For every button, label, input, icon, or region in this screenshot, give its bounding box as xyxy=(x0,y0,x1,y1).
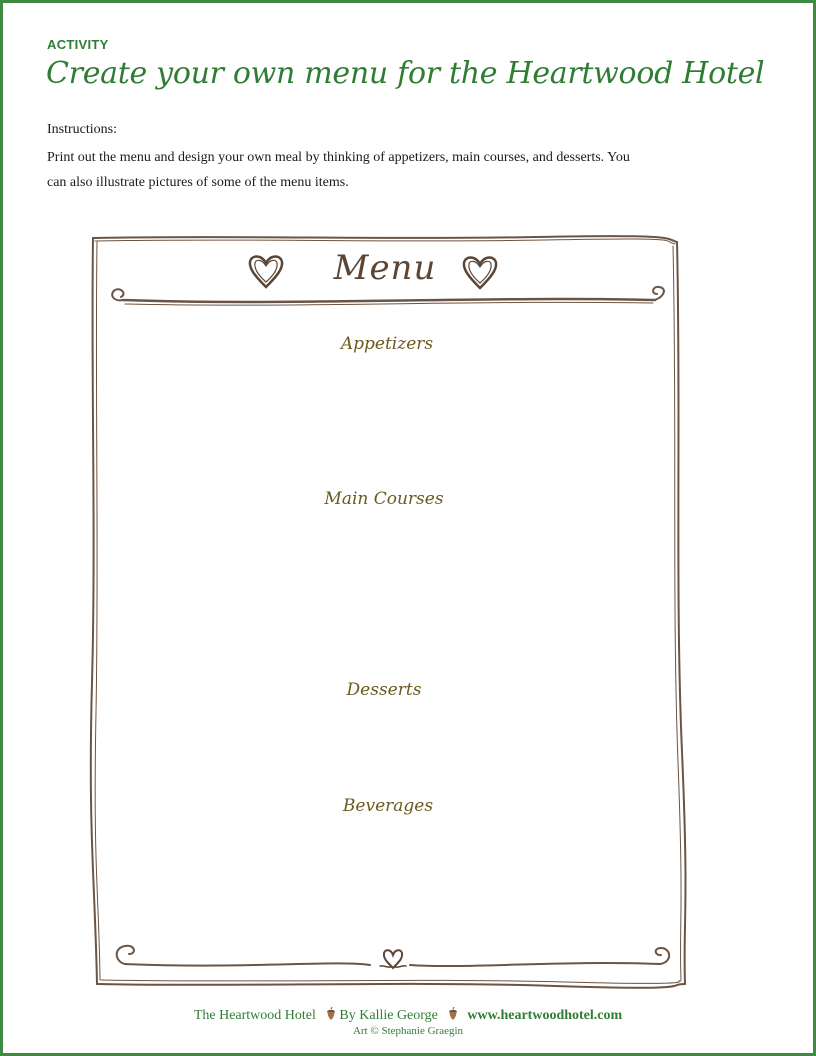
page-title: Create your own menu for the Heartwood Hotel xyxy=(46,56,765,91)
heart-icon xyxy=(246,251,286,291)
footer-book-title: The Heartwood Hotel xyxy=(193,1008,316,1023)
footer-art-credit: Art © Stephanie Graegin xyxy=(352,1025,464,1037)
menu-title: Menu xyxy=(333,248,437,288)
footer-author: By Kallie George xyxy=(339,1008,438,1023)
activity-label: ACTIVITY xyxy=(47,37,109,52)
acorn-icon xyxy=(447,1007,459,1021)
instructions-text: Print out the menu and design your own meal by thinking of appetizers, main courses, and desserts. You can also illustrate pictures of some of the menu items. xyxy=(47,150,630,190)
footer-line xyxy=(0,1007,816,1024)
instructions-heading: Instructions: xyxy=(47,122,117,137)
section-main-courses: Main Courses xyxy=(324,489,444,509)
footer-website-link[interactable]: www.heartwoodhotel.com xyxy=(467,1008,623,1023)
heart-icon xyxy=(378,946,408,972)
section-desserts: Desserts xyxy=(346,680,422,700)
section-appetizers: Appetizers xyxy=(340,334,434,354)
acorn-icon xyxy=(325,1007,337,1021)
section-beverages: Beverages xyxy=(342,796,434,816)
